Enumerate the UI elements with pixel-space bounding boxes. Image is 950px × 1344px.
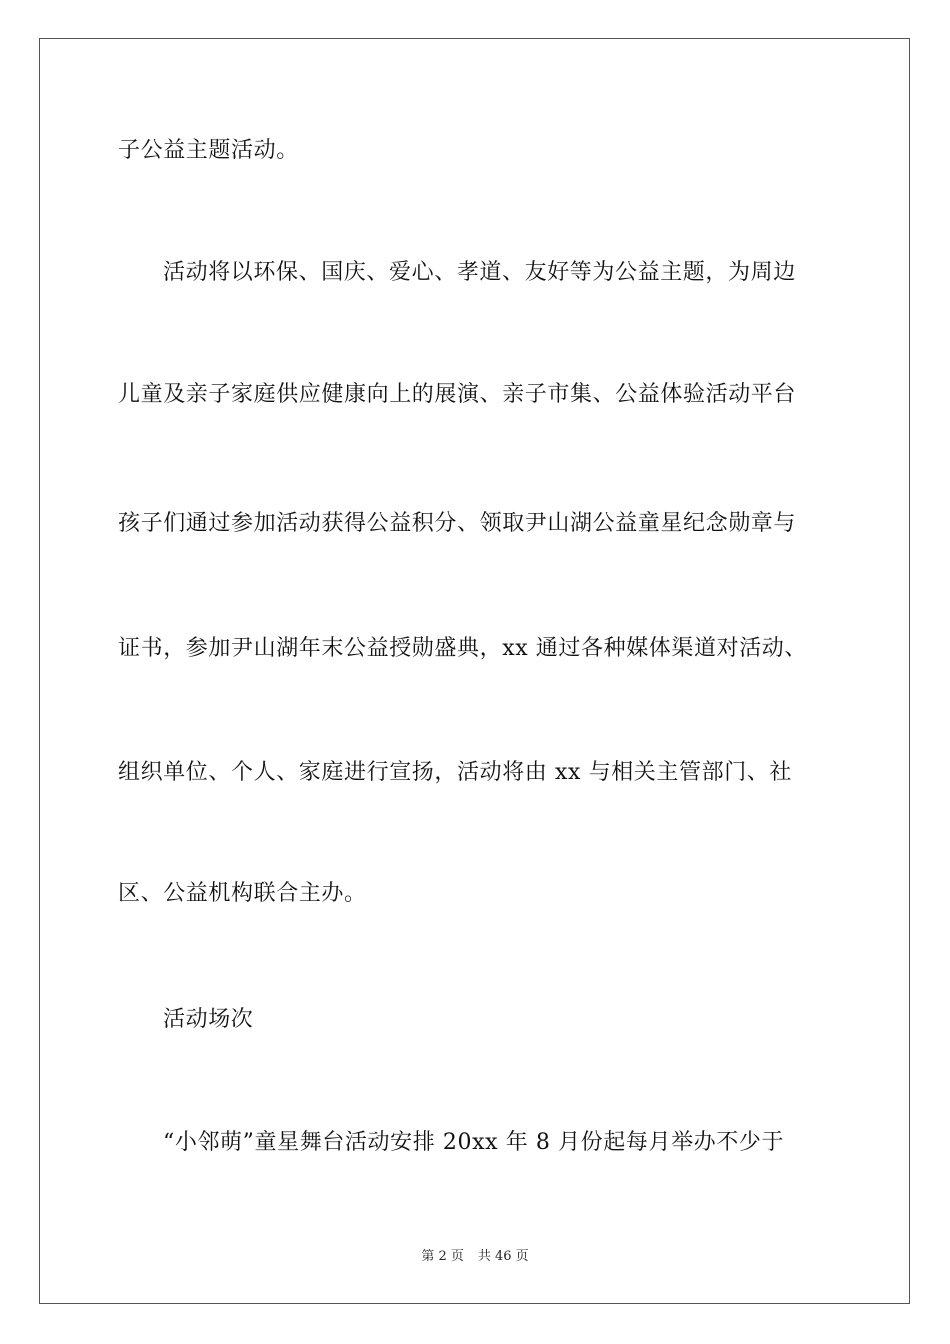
paragraph-start-line: 活动将以环保、国庆、爱心、孝道、友好等为公益主题，为周边 (163, 260, 796, 285)
page-number: 第 2 页 (421, 1249, 464, 1264)
paragraph-start-line: “小邻萌”童星舞台活动安排 20xx 年 8 月份起每月举办不少于 (163, 1130, 785, 1155)
text-line: 孩子们通过参加活动获得公益积分、领取尹山湖公益童星纪念勋章与 (118, 511, 797, 536)
section-heading: 活动场次 (163, 1007, 254, 1032)
text-line: 证书，参加尹山湖年末公益授勋盛典，xx 通过各种媒体渠道对活动、 (118, 636, 808, 661)
text-line: 儿童及亲子家庭供应健康向上的展演、亲子市集、公益体验活动平台 (118, 382, 797, 407)
text-line: 子公益主题活动。 (118, 138, 299, 163)
total-pages: 共 46 页 (477, 1249, 529, 1264)
page-footer (0, 1248, 950, 1266)
text-line: 区、公益机构联合主办。 (118, 881, 367, 906)
page-frame (39, 38, 910, 1304)
text-line: 组织单位、个人、家庭进行宣扬，活动将由 xx 与相关主管部门、社 (118, 760, 793, 785)
